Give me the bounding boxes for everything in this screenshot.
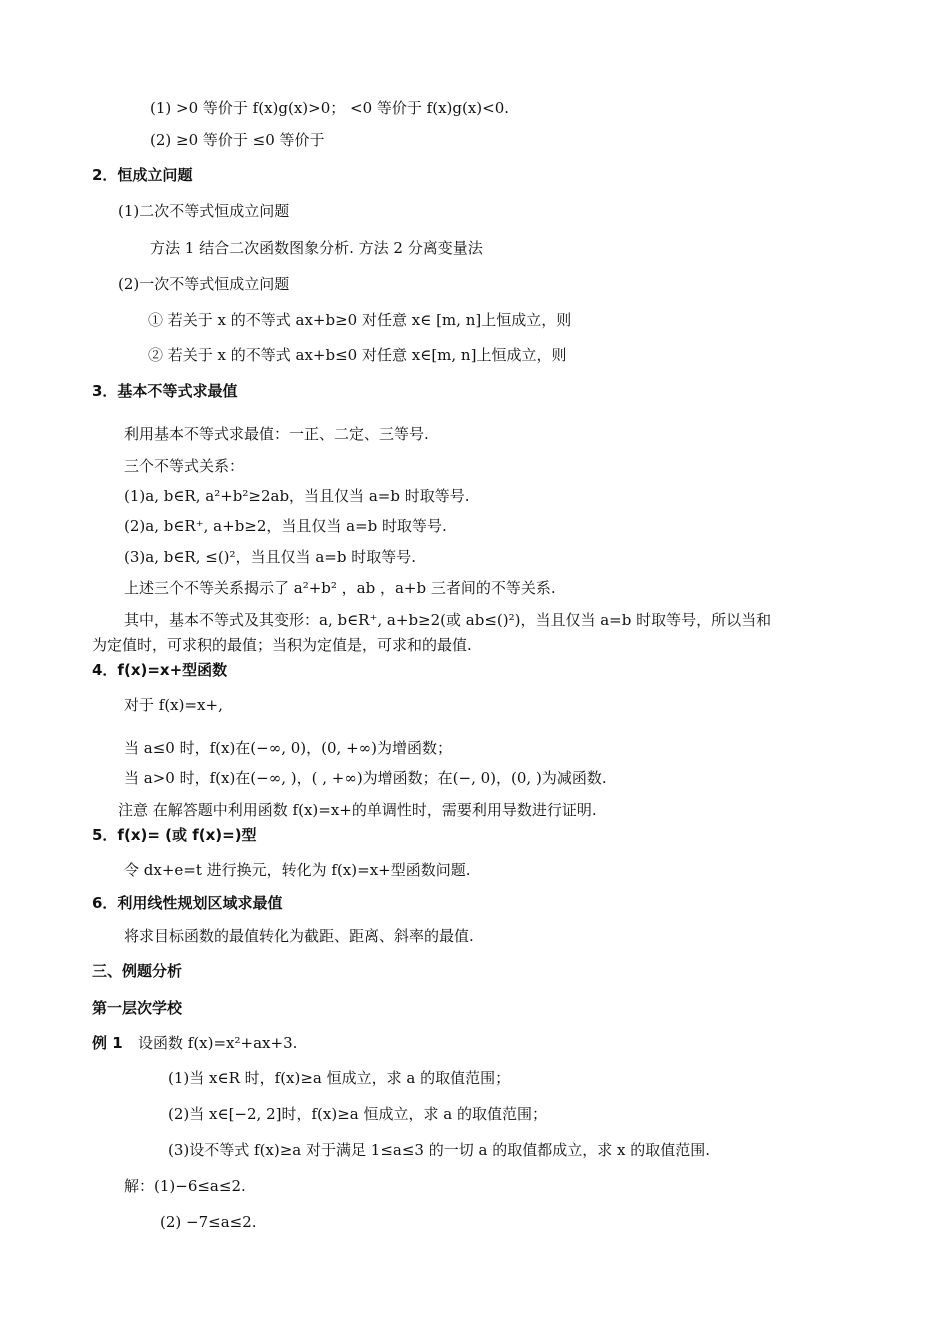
section-heading: 2．恒成立问题 bbox=[92, 166, 193, 184]
text-line: (1) >0 等价于 f(x)g(x)>0； <0 等价于 f(x)g(x)<0. bbox=[150, 99, 510, 117]
text-line: ② 若关于 x 的不等式 ax+b≤0 对任意 x∈[m, n]上恒成立，则 bbox=[148, 346, 567, 364]
text-line: (1)a, b∈R, a²+b²≥2ab，当且仅当 a=b 时取等号. bbox=[124, 487, 470, 505]
text-line: 其中，基本不等式及其变形：a, b∈R⁺, a+b≥2(或 ab≤()²)，当且仅当 a=b 时取等号，所以当和 bbox=[124, 611, 772, 629]
example-part: (3)设不等式 f(x)≥a 对于满足 1≤a≤3 的一切 a 的取值都成立，求 x 的取值范围. bbox=[168, 1141, 710, 1159]
text-line: (2) ≥0 等价于 ≤0 等价于 bbox=[150, 131, 325, 149]
subsection-heading: (2)一次不等式恒成立问题 bbox=[118, 275, 290, 293]
text-line: (2)a, b∈R⁺, a+b≥2，当且仅当 a=b 时取等号. bbox=[124, 517, 447, 535]
solution-line: 解：(1)−6≤a≤2. bbox=[124, 1177, 246, 1195]
example-part: (1)当 x∈R 时，f(x)≥a 恒成立，求 a 的取值范围； bbox=[168, 1069, 511, 1087]
text-line: ① 若关于 x 的不等式 ax+b≥0 对任意 x∈ [m, n]上恒成立，则 bbox=[148, 311, 572, 329]
text-line: 当 a>0 时，f(x)在(−∞, )，( , +∞)为增函数；在(−, 0)，(0, )为减函数. bbox=[124, 769, 607, 787]
text-line: 利用基本不等式求最值：一正、二定、三等号. bbox=[124, 425, 429, 443]
text-line: 为定值时，可求积的最值；当积为定值是，可求和的最值. bbox=[92, 636, 472, 654]
section-heading: 5．f(x)= (或 f(x)=)型 bbox=[92, 826, 257, 844]
text-line: 当 a≤0 时，f(x)在(−∞, 0)，(0, +∞)为增函数； bbox=[124, 739, 453, 757]
section-heading: 4．f(x)=x+型函数 bbox=[92, 661, 228, 679]
example-statement: 设函数 f(x)=x²+ax+3. bbox=[138, 1034, 298, 1052]
section-heading: 3．基本不等式求最值 bbox=[92, 382, 238, 400]
example-label: 例 1 bbox=[92, 1034, 123, 1052]
section-heading: 6．利用线性规划区域求最值 bbox=[92, 894, 283, 912]
example-part: (2)当 x∈[−2, 2]时，f(x)≥a 恒成立，求 a 的取值范围； bbox=[168, 1105, 547, 1123]
text-line: 上述三个不等关系揭示了 a²+b² ，ab ，a+b 三者间的不等关系. bbox=[124, 579, 556, 597]
subsection-heading: (1)二次不等式恒成立问题 bbox=[118, 202, 290, 220]
text-line: 将求目标函数的最值转化为截距、距离、斜率的最值. bbox=[124, 927, 474, 945]
text-line: 方法 1 结合二次函数图象分析. 方法 2 分离变量法 bbox=[150, 239, 483, 257]
level-heading: 第一层次学校 bbox=[92, 999, 183, 1017]
text-line: 令 dx+e=t 进行换元，转化为 f(x)=x+型函数问题. bbox=[124, 861, 471, 879]
text-line: 三个不等式关系： bbox=[124, 457, 245, 475]
text-line: (3)a, b∈R, ≤()²，当且仅当 a=b 时取等号. bbox=[124, 548, 416, 566]
solution-line: (2) −7≤a≤2. bbox=[160, 1213, 257, 1231]
note-line: 注意 在解答题中利用函数 f(x)=x+的单调性时，需要利用导数进行证明. bbox=[118, 801, 597, 819]
text-line: 对于 f(x)=x+, bbox=[124, 696, 223, 714]
chapter-heading: 三、例题分析 bbox=[92, 962, 183, 980]
